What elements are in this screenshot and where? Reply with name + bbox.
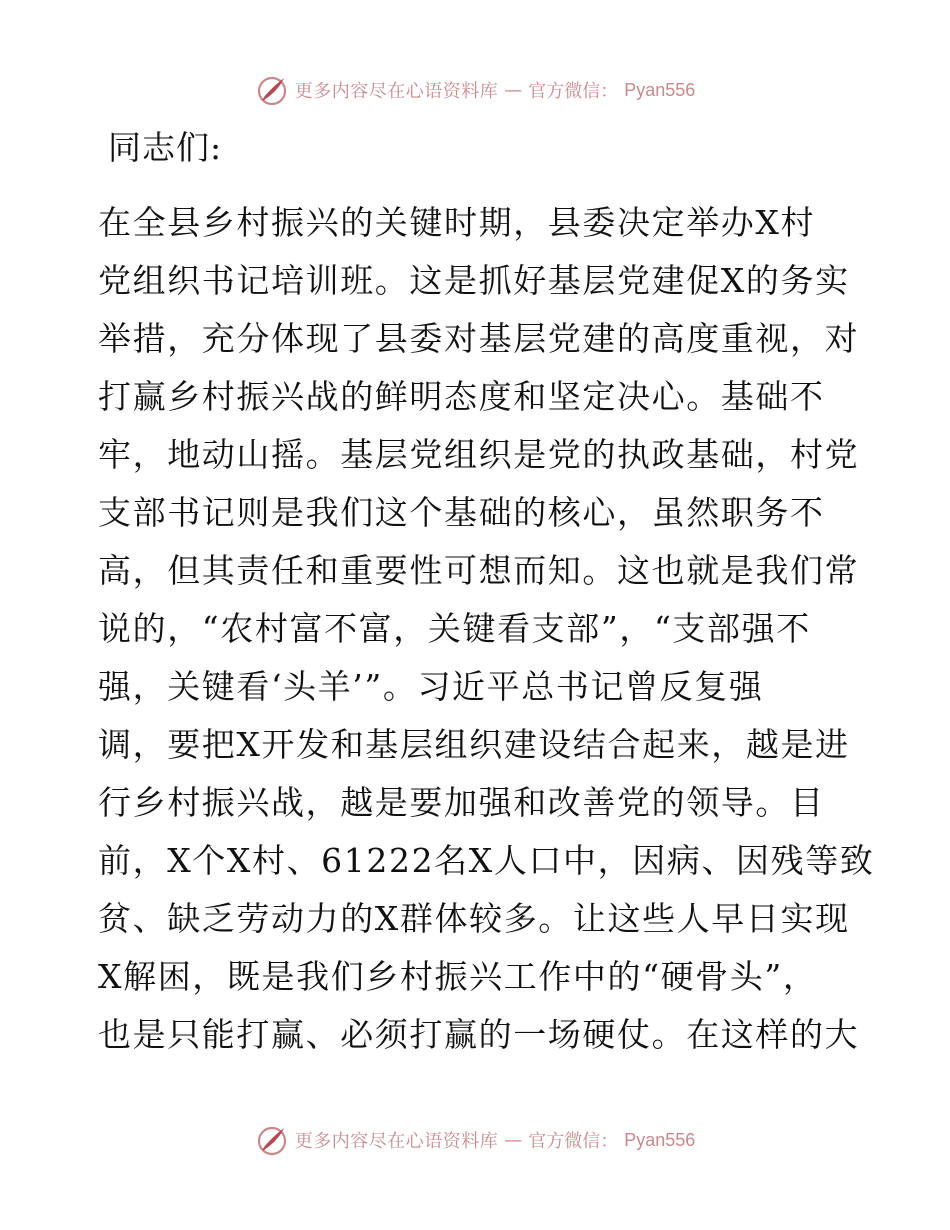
paragraph-line: 强，关键看‘头羊’”。习近平总书记曾反复强 xyxy=(98,667,764,706)
watermark-label: 官方微信： xyxy=(528,1131,619,1152)
watermark-wechat-id: Pyan556 xyxy=(624,1129,696,1150)
header-watermark xyxy=(0,70,950,110)
paragraph-line: 牢，地动山摇。基层党组织是党的执政基础，村党 xyxy=(98,435,860,474)
paragraph-line: 在全县乡村振兴的关键时期，县委决定举办X村 xyxy=(98,203,816,242)
paragraph-line: 举措，充分体现了县委对基层党建的高度重视，对 xyxy=(98,319,860,358)
paragraph-line: 调，要把X开发和基层组织建设结合起来，越是进 xyxy=(98,725,850,764)
watermark-separator: — xyxy=(504,1129,523,1151)
paragraph-line: 高，但其责任和重要性可想而知。这也就是我们常 xyxy=(98,551,860,590)
quill-logo-icon xyxy=(255,1123,289,1157)
watermark-separator: — xyxy=(504,79,523,101)
paragraph-line: 支部书记则是我们这个基础的核心，虽然职务不 xyxy=(98,493,825,532)
watermark-text: 更多内容尽在心语资料库 xyxy=(294,1131,499,1152)
watermark-text: 更多内容尽在心语资料库 xyxy=(294,81,499,102)
salutation: 同志们: xyxy=(108,128,223,167)
watermark-wechat-id: Pyan556 xyxy=(624,79,696,100)
paragraph-line: 说的，“农村富不富，关键看支部”，“支部强不 xyxy=(98,609,811,648)
paragraph-line: 也是只能打赢、必须打赢的一场硬仗。在这样的大 xyxy=(98,1015,860,1054)
paragraph-line: 前，X个X村、61222名X人口中，因病、因残等致 xyxy=(98,841,875,880)
document-body xyxy=(98,122,875,1064)
paragraph-line: X解困，既是我们乡村振兴工作中的“硬骨头”， xyxy=(98,957,818,996)
quill-logo-icon xyxy=(255,73,289,107)
footer-watermark xyxy=(0,1120,950,1160)
paragraph-line: 党组织书记培训班。这是抓好基层党建促X的务实 xyxy=(98,261,850,300)
paragraph-line: 行乡村振兴战，越是要加强和改善党的领导。目 xyxy=(98,783,825,822)
watermark-label: 官方微信： xyxy=(528,81,619,102)
paragraph-line: 打赢乡村振兴战的鲜明态度和坚定决心。基础不 xyxy=(98,377,825,416)
paragraph xyxy=(98,194,875,1064)
paragraph-line: 贫、缺乏劳动力的X群体较多。让这些人早日实现 xyxy=(98,899,850,938)
